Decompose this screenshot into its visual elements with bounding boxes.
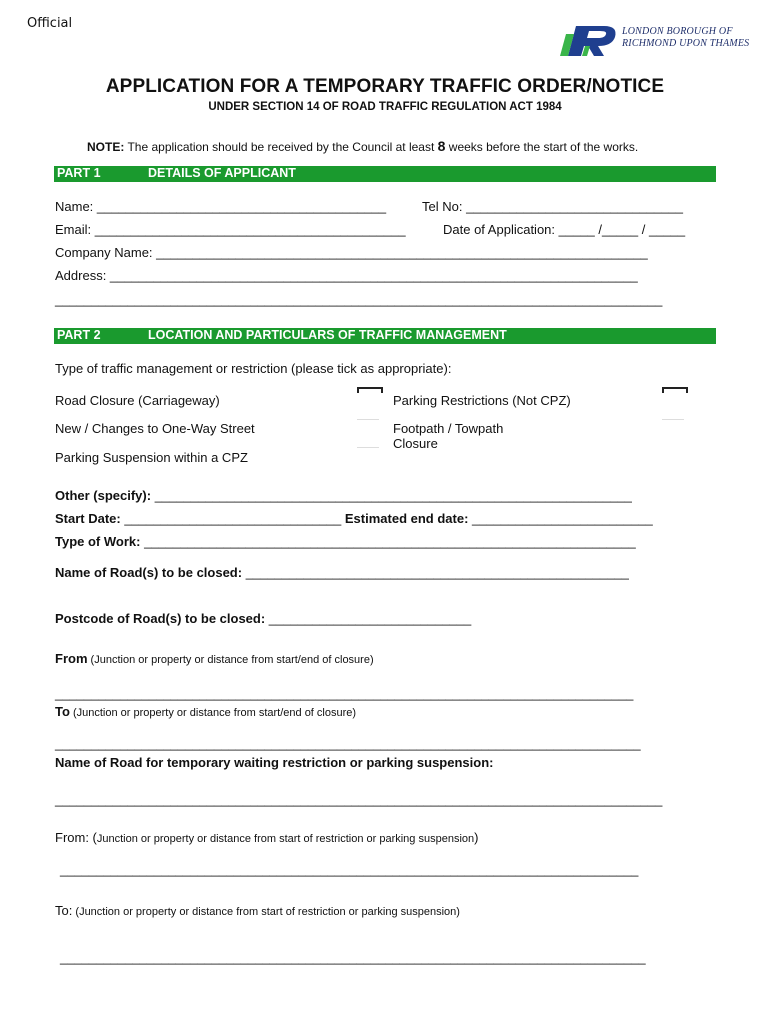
- road-closed-field[interactable]: [55, 565, 629, 580]
- from-label-row: [55, 651, 374, 666]
- postcode-line: ____________________________: [268, 611, 472, 626]
- from-field[interactable]: ________________________________________________________________________________: [55, 686, 634, 701]
- waiting-road-label: Name of Road for temporary waiting restriction or parking suspension:: [55, 755, 494, 770]
- postcode-field[interactable]: [55, 611, 471, 626]
- waiting-road-field[interactable]: ____________________________________________________________________________________: [55, 792, 663, 807]
- to-hint: (Junction or property or distance from start/end of closure): [69, 707, 357, 719]
- from-hint: (Junction or property or distance from start/end of closure): [87, 654, 374, 666]
- official-marking: Official: [27, 16, 73, 31]
- from2-close: ): [474, 830, 479, 845]
- other-label: Other (specify):: [55, 488, 155, 503]
- from2-label: From: (: [55, 830, 97, 845]
- from2-label-row: [55, 830, 478, 845]
- page-subtitle: UNDER SECTION 14 OF ROAD TRAFFIC REGULATION ACT 1984: [208, 101, 562, 113]
- dates-row: [55, 511, 653, 526]
- road-closed-line: _____________________________________________________: [245, 565, 629, 580]
- note-label: NOTE:: [87, 140, 125, 154]
- to-label-row: [55, 704, 356, 719]
- to2-label-row: [55, 903, 460, 918]
- postcode-label: Postcode of Road(s) to be closed:: [55, 611, 269, 626]
- road-closure-checkbox[interactable]: [357, 387, 383, 393]
- footpath-checkbox[interactable]: [662, 419, 684, 420]
- part1-heading: DETAILS OF APPLICANT: [148, 166, 296, 180]
- type-of-work-line: ____________________________________________________________________: [144, 534, 636, 549]
- type-prompt: Type of traffic management or restriction (please tick as appropriate):: [55, 361, 452, 376]
- council-name-line2: RICHMOND UPON THAMES: [622, 38, 750, 49]
- option-footpath-line2: Closure: [393, 436, 438, 451]
- option-footpath-label: [393, 421, 503, 451]
- address-line2-field[interactable]: ____________________________________________________________________________________: [55, 292, 663, 307]
- company-name-field[interactable]: Company Name: ____________________________________________________________________: [55, 245, 648, 260]
- to2-field[interactable]: _________________________________________________________________________________: [60, 950, 646, 965]
- option-one-way-label: New / Changes to One-Way Street: [55, 421, 255, 436]
- part2-heading: LOCATION AND PARTICULARS OF TRAFFIC MANAGEMENT: [148, 328, 507, 342]
- council-name: [622, 26, 749, 50]
- option-road-closure-label: Road Closure (Carriageway): [55, 393, 220, 408]
- address-field[interactable]: Address: _________________________________________________________________________: [55, 268, 638, 283]
- tel-field[interactable]: Tel No: ______________________________: [422, 199, 683, 214]
- start-date-field[interactable]: ______________________________: [124, 511, 342, 526]
- note-text1: The application should be received by the Council at least: [124, 140, 438, 154]
- option-footpath-line1: Footpath / Towpath: [393, 421, 504, 436]
- email-field[interactable]: Email: ___________________________________________: [55, 222, 406, 237]
- date-of-application-field[interactable]: Date of Application: _____ /_____ / _____: [443, 222, 686, 237]
- page-title: APPLICATION FOR A TEMPORARY TRAFFIC ORDER/NOTICE: [105, 76, 665, 97]
- to-label: To: [55, 704, 70, 719]
- part1-header: [54, 166, 716, 182]
- other-specify-field[interactable]: [55, 488, 632, 503]
- parking-restrictions-checkbox[interactable]: [662, 387, 688, 393]
- parking-suspension-checkbox[interactable]: [357, 447, 379, 448]
- part2-header: [54, 328, 716, 344]
- note-text2: weeks before the start of the works.: [445, 140, 639, 154]
- council-logo-icon: [560, 22, 622, 58]
- end-date-field[interactable]: _________________________: [472, 511, 653, 526]
- to2-label: To:: [55, 903, 73, 918]
- note: [87, 138, 638, 154]
- road-closed-label: Name of Road(s) to be closed:: [55, 565, 246, 580]
- name-field[interactable]: Name: ________________________________________: [55, 199, 387, 214]
- from2-hint: Junction or property or distance from start of restriction or parking suspension: [96, 833, 475, 845]
- to2-hint: (Junction or property or distance from start of restriction or parking suspension): [72, 906, 460, 918]
- one-way-checkbox[interactable]: [357, 419, 379, 420]
- part1-number: PART 1: [57, 166, 101, 180]
- option-parking-suspension-label: Parking Suspension within a CPZ: [55, 450, 248, 465]
- from2-field[interactable]: ________________________________________________________________________________: [60, 862, 639, 877]
- to-field[interactable]: _________________________________________________________________________________: [55, 736, 641, 751]
- note-weeks: 8: [437, 138, 446, 154]
- start-date-label: Start Date:: [55, 511, 125, 526]
- end-date-label: Estimated end date:: [341, 511, 473, 526]
- from-label: From: [55, 651, 88, 666]
- type-of-work-field[interactable]: [55, 534, 636, 549]
- part2-number: PART 2: [57, 328, 101, 342]
- other-line: __________________________________________________________________: [154, 488, 632, 503]
- council-name-line1: LONDON BOROUGH OF: [622, 26, 733, 37]
- option-parking-restrictions-label: Parking Restrictions (Not CPZ): [393, 393, 571, 408]
- type-of-work-label: Type of Work:: [55, 534, 145, 549]
